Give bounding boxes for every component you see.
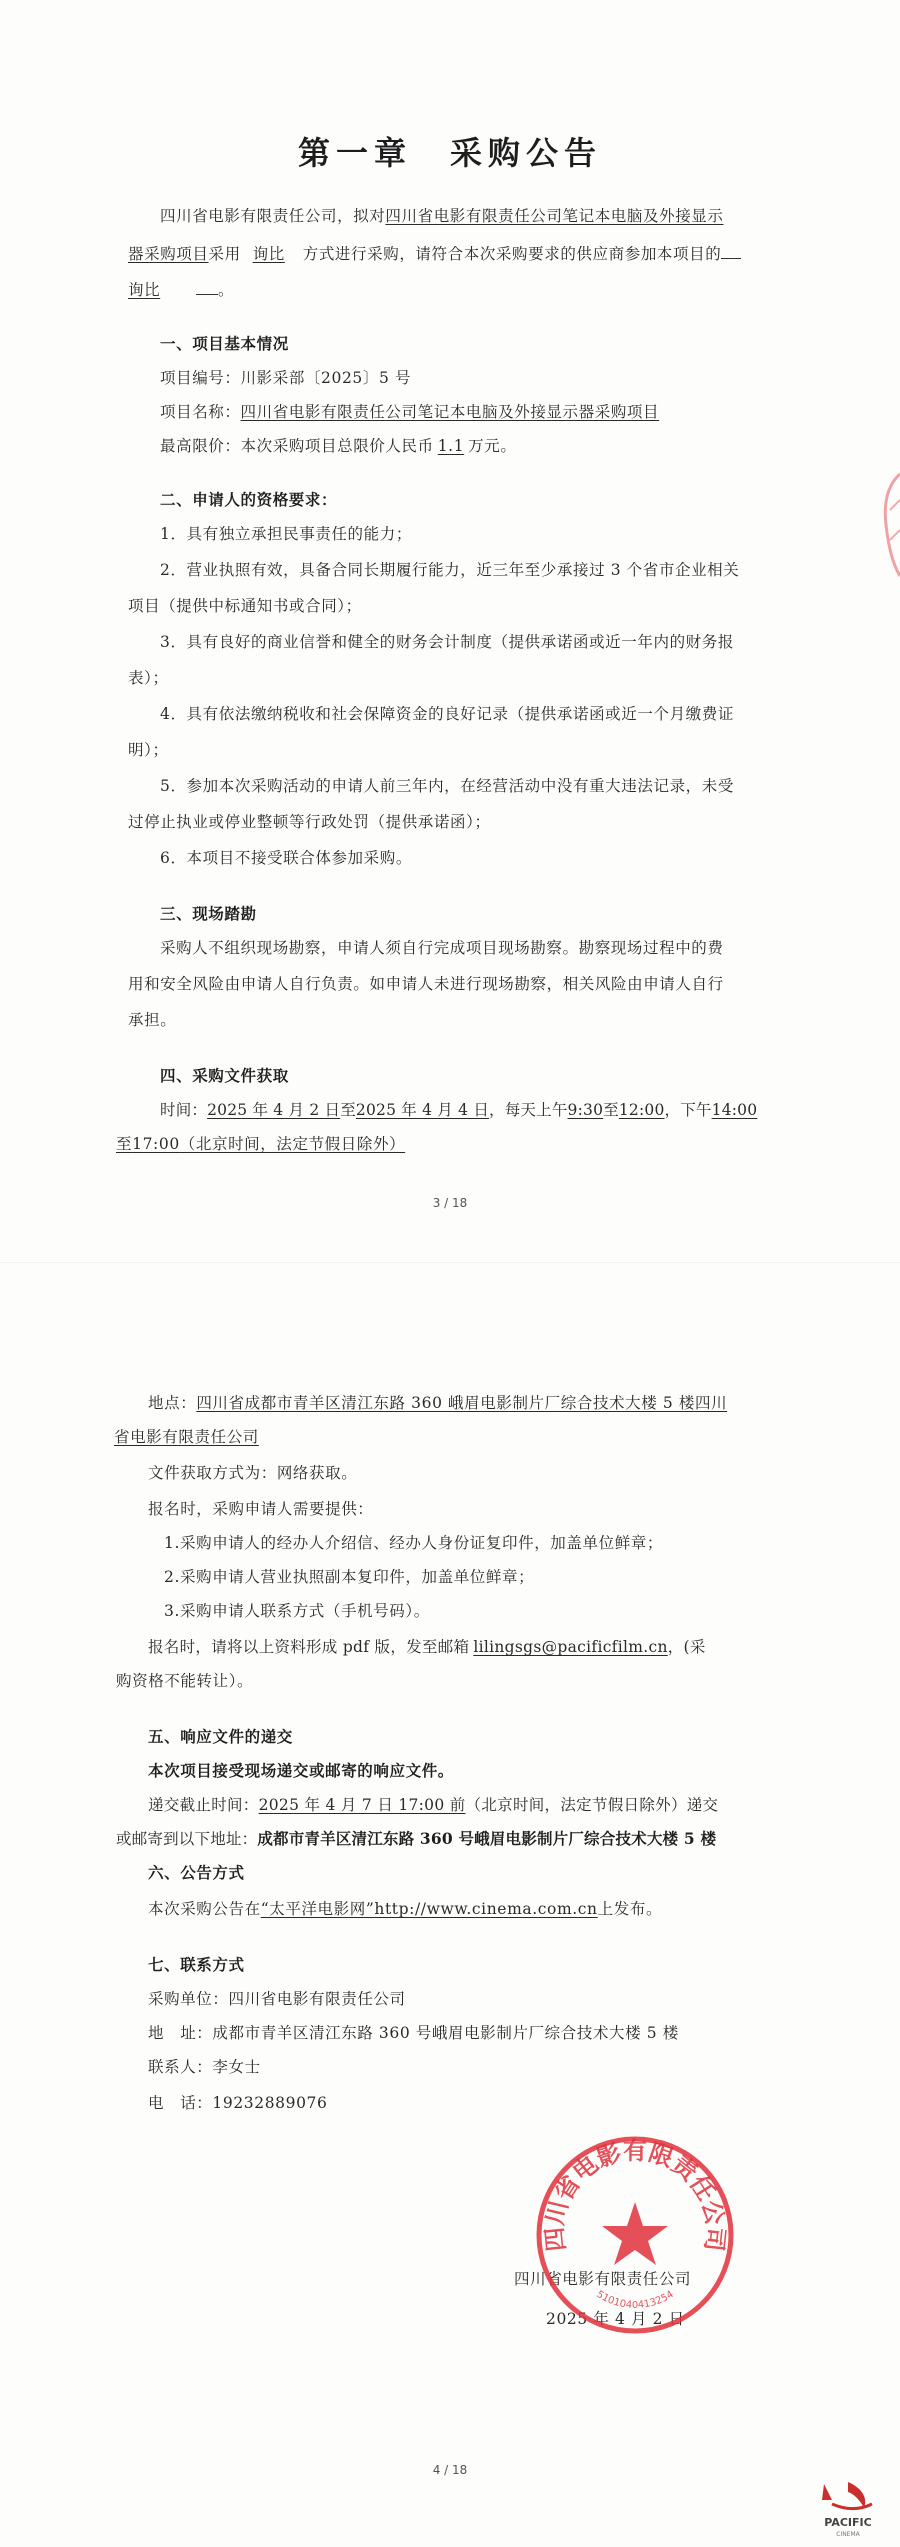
submit-instructions: 报名时，请将以上资料形成 pdf 版，发至邮箱 lilingsgs@pacificfilm.cn，(采 xyxy=(148,1638,706,1656)
section-3-heading: 三、现场踏勘 xyxy=(160,904,257,923)
section-1-heading: 一、项目基本情况 xyxy=(160,334,289,353)
max-price: 最高限价：本次采购项目总限价人民币 1.1 万元。 xyxy=(160,437,517,455)
site-survey-text-1: 采购人不组织现场勘察，申请人须自行完成项目现场勘察。勘察现场过程中的费 xyxy=(160,939,724,957)
intro-line-3: 询比 。 xyxy=(128,276,234,302)
svg-text:四川省电影有限责任公司: 四川省电影有限责任公司 xyxy=(539,2136,731,2253)
provide-intro: 报名时，采购申请人需要提供： xyxy=(148,1500,374,1518)
submission-address: 或邮寄到以下地址：成都市青羊区清江东路 360 号峨眉电影制片厂综合技术大楼 5 楼 xyxy=(116,1829,717,1848)
project-name-link: 四川省电影有限责任公司笔记本电脑及外接显示 xyxy=(385,207,724,225)
section-4-heading: 四、采购文件获取 xyxy=(160,1066,289,1085)
site-survey-text-2: 用和安全风险由申请人自行负责。如申请人未进行现场勘察，相关风险由申请人自行 xyxy=(128,975,724,993)
section-2-heading: 二、申请人的资格要求： xyxy=(160,490,338,509)
contact-phone: 电 话：19232889076 xyxy=(148,2094,328,2112)
procurement-method: 询比 xyxy=(252,245,285,263)
svg-text:5101040413254: 5101040413254 xyxy=(594,2288,676,2312)
requirement-3: 3．具有良好的商业信誉和健全的财务会计制度（提供承诺函或近一年内的财务报 xyxy=(160,633,734,651)
requirement-6: 6．本项目不接受联合体参加采购。 xyxy=(160,849,412,867)
requirement-4: 4．具有依法缴纳税收和社会保障资金的良好记录（提供承诺函或近一个月缴费证 xyxy=(160,705,734,723)
contact-person: 联系人：李女士 xyxy=(148,2058,261,2076)
seal-edge-mark xyxy=(878,470,900,580)
provide-item-3: 3.采购申请人联系方式（手机号码）。 xyxy=(164,1602,430,1620)
requirement-5-cont: 过停止执业或停业整顿等行政处罚（提供承诺函）； xyxy=(128,813,491,831)
requirement-5: 5．参加本次采购活动的申请人前三年内，在经营活动中没有重大违法记录，未受 xyxy=(160,777,734,795)
announcement-text: 本次采购公告在“太平洋电影网”http://www.cinema.com.cn上发布。 xyxy=(148,1900,663,1918)
submission-note: 本次项目接受现场递交或邮寄的响应文件。 xyxy=(148,1761,454,1780)
acquisition-time: 时间：2025 年 4 月 2 日至2025 年 4 月 4 日，每天上午9:30至12:00，下午14:00 xyxy=(160,1101,758,1119)
submit-instructions-cont: 购资格不能转让）。 xyxy=(116,1672,254,1690)
section-7-heading: 七、联系方式 xyxy=(148,1955,245,1974)
acquisition-method: 文件获取方式为：网络获取。 xyxy=(148,1464,358,1482)
requirement-2: 2．营业执照有效，具备合同长期履行能力，近三年至少承接过 3 个省市企业相关 xyxy=(160,561,740,579)
site-survey-text-3: 承担。 xyxy=(128,1011,177,1029)
project-name: 项目名称：四川省电影有限责任公司笔记本电脑及外接显示器采购项目 xyxy=(160,403,660,421)
requirement-3-cont: 表）； xyxy=(128,669,169,687)
requirement-2-cont: 项目（提供中标通知书或合同）； xyxy=(128,597,362,615)
project-code: 项目编号：川影采部〔2025〕5 号 xyxy=(160,369,412,387)
requirement-1: 1．具有独立承担民事责任的能力； xyxy=(160,525,412,543)
address-line-2: 省电影有限责任公司 xyxy=(114,1428,259,1446)
official-seal-icon xyxy=(530,2130,740,2340)
intro-line-1: 四川省电影有限责任公司，拟对四川省电影有限责任公司笔记本电脑及外接显示 xyxy=(160,207,724,225)
document-page-3 xyxy=(0,0,900,1262)
pacific-cinema-logo-icon xyxy=(802,2480,894,2540)
website-link[interactable]: http://www.cinema.com.cn xyxy=(374,1900,598,1918)
acquisition-time-cont: 至17:00（北京时间，法定节假日除外） xyxy=(116,1135,406,1153)
section-5-heading: 五、响应文件的递交 xyxy=(148,1727,293,1746)
chapter-title: 第一章 采购公告 xyxy=(297,134,602,172)
deadline: 递交截止时间：2025 年 4 月 7 日 17:00 前（北京时间，法定节假日除外）递交 xyxy=(148,1796,719,1814)
submit-email-link[interactable]: lilingsgs@pacificfilm.cn xyxy=(473,1638,668,1656)
contact-unit: 采购单位：四川省电影有限责任公司 xyxy=(148,1990,406,2008)
address-line-1: 地点：四川省成都市青羊区清江东路 360 峨眉电影制片厂综合技术大楼 5 楼四川 xyxy=(148,1394,728,1412)
document-page-4 xyxy=(0,1262,900,2547)
provide-item-2: 2.采购申请人营业执照副本复印件，加盖单位鲜章； xyxy=(164,1568,535,1586)
section-6-heading: 六、公告方式 xyxy=(148,1863,245,1882)
signature-date: 2025 年 4 月 2 日 xyxy=(546,2310,685,2328)
provide-item-1: 1.采购申请人的经办人介绍信、经办人身份证复印件，加盖单位鲜章； xyxy=(164,1534,663,1552)
svg-text:CINEMA: CINEMA xyxy=(836,2531,860,2538)
contact-address: 地 址：成都市青羊区清江东路 360 号峨眉电影制片厂综合技术大楼 5 楼 xyxy=(148,2024,679,2042)
signature-company: 四川省电影有限责任公司 xyxy=(514,2270,692,2288)
page-number: 3 / 18 xyxy=(432,1196,468,1210)
intro-line-2: 器采购项目采用 询比 方式进行采购，请符合本次采购要求的供应商参加本项目的 xyxy=(128,240,741,266)
svg-text:PACIFIC: PACIFIC xyxy=(824,2516,872,2529)
page-number: 4 / 18 xyxy=(432,2463,468,2477)
requirement-4-cont: 明）； xyxy=(128,741,169,759)
